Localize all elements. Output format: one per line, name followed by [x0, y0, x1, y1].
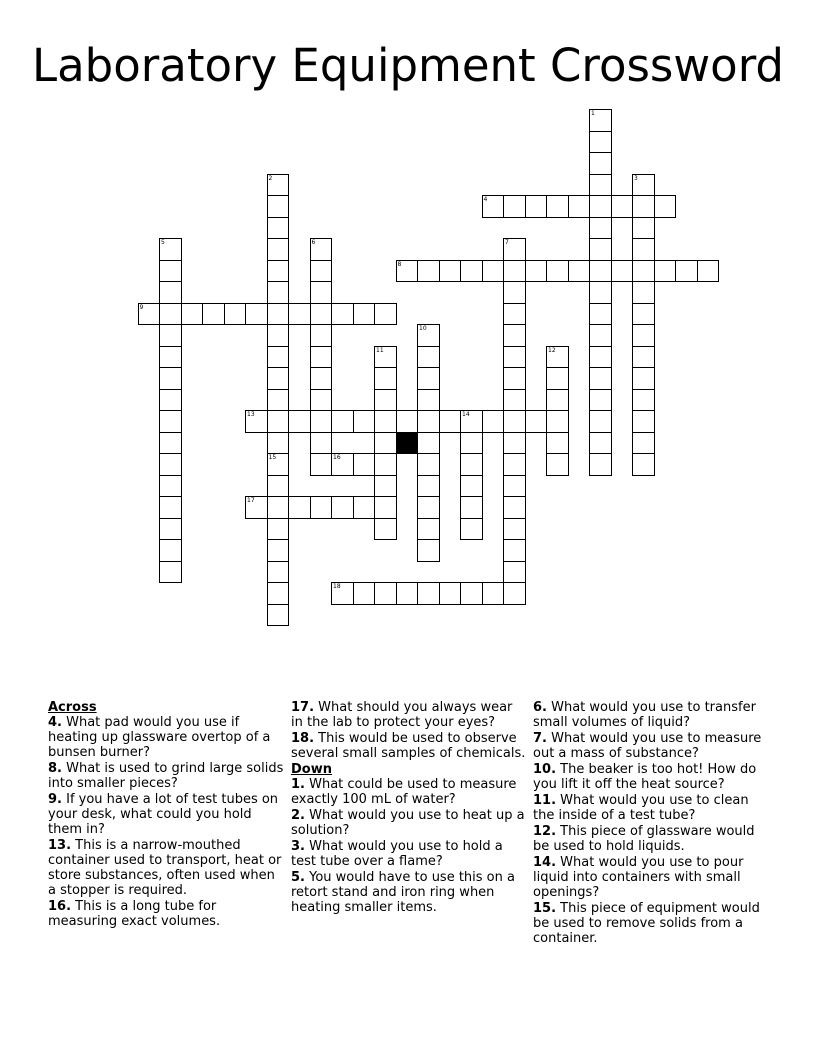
clue-text: What would you use to clean the inside of a test tube? [533, 793, 749, 823]
grid-cell[interactable] [632, 367, 655, 390]
grid-cell[interactable] [310, 410, 333, 433]
grid-cell[interactable] [331, 410, 354, 433]
grid-cell[interactable] [460, 410, 483, 433]
grid-cell[interactable] [589, 260, 612, 283]
grid-cell[interactable] [331, 582, 354, 605]
grid-cell[interactable] [181, 303, 204, 326]
clue [533, 731, 769, 761]
grid-cell[interactable] [374, 367, 397, 390]
grid-cell[interactable] [267, 604, 290, 627]
grid-cell[interactable] [632, 432, 655, 455]
grid-cell[interactable] [460, 260, 483, 283]
grid-cell[interactable] [288, 496, 311, 519]
grid-cell[interactable] [460, 432, 483, 455]
grid-cell[interactable] [632, 389, 655, 412]
clue-number: 10 [419, 325, 427, 332]
grid-cell[interactable] [374, 496, 397, 519]
grid-cell[interactable] [159, 518, 182, 541]
grid-cell[interactable] [159, 453, 182, 476]
grid-cell[interactable] [589, 152, 612, 175]
grid-cell[interactable] [632, 281, 655, 304]
clue [48, 715, 284, 760]
grid-cell[interactable] [546, 453, 569, 476]
grid-cell[interactable] [267, 195, 290, 218]
clue-text: This would be used to observe several small samples of chemicals. [291, 731, 526, 761]
clue-number: 5. [291, 870, 305, 885]
clue [533, 824, 769, 854]
clue-text: You would have to use this on a retort stand and iron ring when heating smaller items. [291, 870, 515, 915]
grid-cell[interactable] [267, 496, 290, 519]
grid-cell[interactable] [417, 582, 440, 605]
clue-text: What would you use to pour liquid into containers with small openings? [533, 855, 744, 900]
grid-cell[interactable] [460, 582, 483, 605]
grid-cell[interactable] [159, 410, 182, 433]
grid-cell[interactable] [159, 561, 182, 584]
grid-cell[interactable] [310, 281, 333, 304]
grid-cell[interactable] [310, 238, 333, 261]
clues-column-3 [533, 700, 769, 947]
grid-cell[interactable] [159, 475, 182, 498]
grid-cell[interactable] [654, 260, 677, 283]
grid-cell[interactable] [460, 518, 483, 541]
clue-text: If you have a lot of test tubes on your desk, what could you hold them in? [48, 792, 279, 837]
clue-number: 6 [311, 239, 316, 246]
grid-cell[interactable] [482, 410, 505, 433]
grid-cell[interactable] [460, 496, 483, 519]
grid-cell[interactable] [589, 174, 612, 197]
grid-cell[interactable] [546, 389, 569, 412]
grid-cell[interactable] [417, 389, 440, 412]
grid-cell[interactable] [482, 195, 505, 218]
clue-number: 2. [291, 808, 305, 823]
clue [291, 808, 527, 838]
grid-cell[interactable] [503, 561, 526, 584]
grid-cell[interactable] [503, 303, 526, 326]
clue-text: What would you use to heat up a solution? [291, 808, 525, 838]
grid-cell[interactable] [310, 260, 333, 283]
clue-number: 13. [48, 838, 72, 853]
grid-cell[interactable] [460, 475, 483, 498]
grid-cell[interactable] [310, 432, 333, 455]
clue-text: What should you always wear in the lab to protect your eyes? [291, 700, 513, 730]
grid-cell[interactable] [697, 260, 720, 283]
grid-cell[interactable] [159, 346, 182, 369]
clue [291, 870, 527, 915]
page-title: Laboratory Equipment Crossword [32, 39, 784, 92]
grid-cell[interactable] [353, 453, 376, 476]
clue [533, 901, 769, 946]
clue [291, 731, 527, 761]
clue [291, 839, 527, 869]
grid-cell[interactable] [589, 195, 612, 218]
clue-number: 16 [333, 454, 341, 461]
grid-cell[interactable] [374, 346, 397, 369]
grid-cell[interactable] [632, 410, 655, 433]
grid-cell[interactable] [589, 453, 612, 476]
grid-cell[interactable] [331, 496, 354, 519]
grid-cell[interactable] [202, 303, 225, 326]
grid-cell[interactable] [589, 367, 612, 390]
clue [533, 793, 769, 823]
grid-cell[interactable] [353, 410, 376, 433]
grid-cell[interactable] [267, 324, 290, 347]
clue-number: 15 [268, 454, 277, 461]
grid-cell[interactable] [568, 260, 591, 283]
clue-number: 1. [291, 777, 305, 792]
grid-cell[interactable] [310, 367, 333, 390]
grid-cell[interactable] [417, 496, 440, 519]
clue-text: What could be used to measure exactly 100 mL of water? [291, 777, 517, 807]
clue-text: The beaker is too hot! How do you lift it off the heat source? [533, 762, 757, 792]
grid-cell[interactable] [267, 346, 290, 369]
grid-cell[interactable] [482, 582, 505, 605]
grid-cell[interactable] [267, 518, 290, 541]
clue-number: 11. [533, 793, 557, 808]
grid-cell[interactable] [396, 582, 419, 605]
clue [291, 700, 527, 730]
grid-cell[interactable] [267, 217, 290, 240]
grid-cell[interactable] [374, 582, 397, 605]
grid-cell[interactable] [675, 260, 698, 283]
clue-number: 9. [48, 792, 62, 807]
grid-cell[interactable] [267, 389, 290, 412]
clue-text: What would you use to transfer small volumes of liquid? [533, 700, 756, 730]
down-clue-list [291, 777, 527, 915]
clue [48, 792, 284, 837]
grid-cell[interactable] [417, 346, 440, 369]
down-heading: Down [291, 762, 332, 777]
grid-cell[interactable] [589, 389, 612, 412]
grid-cell[interactable] [503, 195, 526, 218]
grid-cell[interactable] [417, 367, 440, 390]
grid-cell[interactable] [331, 303, 354, 326]
grid-cell[interactable] [417, 453, 440, 476]
clue-text: This is a long tube for measuring exact volumes. [48, 899, 221, 929]
clue-number: 8. [48, 761, 62, 776]
clue-number: 17. [291, 700, 315, 715]
grid-cell[interactable] [632, 346, 655, 369]
grid-cell[interactable] [417, 260, 440, 283]
grid-cell[interactable] [503, 539, 526, 562]
clue-number: 1 [591, 110, 595, 117]
grid-cell[interactable] [589, 281, 612, 304]
clue-number: 18 [333, 583, 341, 590]
across-clue-list [48, 715, 284, 929]
clue-number: 6. [533, 700, 547, 715]
grid-cell[interactable] [159, 539, 182, 562]
grid-cell[interactable] [632, 453, 655, 476]
grid-cell[interactable] [546, 260, 569, 283]
grid-cell[interactable] [546, 346, 569, 369]
grid-cell[interactable] [417, 518, 440, 541]
grid-cell[interactable] [374, 303, 397, 326]
grid-cell[interactable] [353, 303, 376, 326]
clue [48, 838, 284, 898]
clue-number: 4 [483, 196, 488, 203]
grid-cell[interactable] [439, 410, 462, 433]
grid-cell[interactable] [374, 432, 397, 455]
grid-cell[interactable] [589, 346, 612, 369]
grid-cell[interactable] [310, 389, 333, 412]
grid-cell[interactable] [310, 496, 333, 519]
clue-text: This piece of equipment would be used to remove solids from a container. [533, 901, 760, 946]
grid-cell[interactable] [138, 303, 161, 326]
clue-text: What pad would you use if heating up glassware overtop of a bunsen burner? [48, 715, 271, 760]
black-square [396, 432, 419, 455]
grid-cell[interactable] [503, 518, 526, 541]
grid-cell[interactable] [267, 238, 290, 261]
grid-cell[interactable] [546, 195, 569, 218]
clue-number: 12. [533, 824, 557, 839]
clue-number: 15. [533, 901, 557, 916]
clue-text: What would you use to measure out a mass of substance? [533, 731, 762, 761]
grid-cell[interactable] [503, 453, 526, 476]
grid-cell[interactable] [503, 389, 526, 412]
grid-cell[interactable] [503, 582, 526, 605]
grid-cell[interactable] [589, 217, 612, 240]
grid-cell[interactable] [589, 131, 612, 154]
clue-text: This piece of glassware would be used to hold liquids. [533, 824, 755, 854]
grid-cell[interactable] [589, 410, 612, 433]
grid-cell[interactable] [632, 238, 655, 261]
grid-cell[interactable] [267, 281, 290, 304]
grid-cell[interactable] [159, 432, 182, 455]
clue [48, 899, 284, 929]
grid-cell[interactable] [503, 324, 526, 347]
clue-number: 7. [533, 731, 547, 746]
clue-number: 5 [161, 239, 165, 246]
grid-cell[interactable] [267, 367, 290, 390]
grid-cell[interactable] [460, 453, 483, 476]
grid-cell[interactable] [159, 281, 182, 304]
grid-cell[interactable] [503, 281, 526, 304]
grid-cell[interactable] [611, 195, 634, 218]
clue-number: 8 [397, 260, 402, 268]
grid-cell[interactable] [310, 346, 333, 369]
grid-cell[interactable] [632, 260, 655, 283]
grid-cell[interactable] [310, 324, 333, 347]
grid-cell[interactable] [632, 217, 655, 240]
grid-cell[interactable] [439, 260, 462, 283]
clue-number: 4. [48, 715, 62, 730]
grid-cell[interactable] [632, 195, 655, 218]
grid-cell[interactable] [245, 410, 268, 433]
grid-cell[interactable] [374, 475, 397, 498]
clue-number: 16. [48, 899, 72, 914]
grid-cell[interactable] [267, 475, 290, 498]
grid-cell[interactable] [331, 453, 354, 476]
down-clue-list-continued [533, 700, 769, 946]
grid-cell[interactable] [417, 410, 440, 433]
grid-cell[interactable] [632, 324, 655, 347]
clue-text: What is used to grind large solids into smaller pieces? [48, 761, 284, 791]
grid-cell[interactable] [159, 324, 182, 347]
grid-cell[interactable] [632, 174, 655, 197]
grid-cell[interactable] [525, 260, 548, 283]
clue [533, 700, 769, 730]
grid-cell[interactable] [159, 238, 182, 261]
grid-cell[interactable] [503, 432, 526, 455]
grid-cell[interactable] [310, 303, 333, 326]
grid-cell[interactable] [245, 496, 268, 519]
grid-cell[interactable] [267, 260, 290, 283]
grid-cell[interactable] [417, 324, 440, 347]
clue-number: 12 [548, 346, 556, 354]
clue-number: 18. [291, 731, 315, 746]
clue-number: 7 [505, 239, 509, 246]
clue-number: 13 [247, 411, 255, 418]
grid-cell[interactable] [503, 410, 526, 433]
grid-cell[interactable] [396, 410, 419, 433]
grid-cell[interactable] [525, 410, 548, 433]
grid-cell[interactable] [589, 303, 612, 326]
grid-cell[interactable] [267, 582, 290, 605]
grid-cell[interactable] [288, 303, 311, 326]
grid-cell[interactable] [503, 496, 526, 519]
grid-cell[interactable] [267, 453, 290, 476]
clue-text: What would you use to hold a test tube over a flame? [291, 839, 503, 869]
grid-cell[interactable] [546, 367, 569, 390]
grid-cell[interactable] [632, 303, 655, 326]
grid-cell[interactable] [353, 582, 376, 605]
clues-column-2 [291, 700, 527, 916]
grid-cell[interactable] [267, 303, 290, 326]
grid-cell[interactable] [525, 195, 548, 218]
grid-cell[interactable] [417, 432, 440, 455]
grid-cell[interactable] [546, 410, 569, 433]
grid-cell[interactable] [396, 260, 419, 283]
clue-text: This is a narrow-mouthed container used to transport, heat or store substances, often used when a stopper is required. [48, 838, 282, 898]
grid-cell[interactable] [374, 453, 397, 476]
clue-number: 11 [376, 346, 384, 354]
clue [291, 777, 527, 807]
grid-cell[interactable] [589, 109, 612, 132]
across-heading: Across [48, 700, 97, 715]
grid-cell[interactable] [503, 367, 526, 390]
grid-cell[interactable] [589, 238, 612, 261]
grid-cell[interactable] [417, 475, 440, 498]
grid-cell[interactable] [589, 432, 612, 455]
grid-cell[interactable] [503, 260, 526, 283]
grid-cell[interactable] [374, 389, 397, 412]
clue [533, 762, 769, 792]
clues-column-1 [48, 700, 284, 930]
grid-cell[interactable] [310, 453, 333, 476]
clue-number: 14 [462, 411, 470, 418]
grid-cell[interactable] [159, 367, 182, 390]
grid-cell[interactable] [267, 174, 290, 197]
grid-cell[interactable] [482, 260, 505, 283]
clue [533, 855, 769, 900]
grid-cell[interactable] [288, 410, 311, 433]
clue-number: 3. [291, 839, 305, 854]
clue-number: 14. [533, 855, 557, 870]
grid-cell[interactable] [374, 518, 397, 541]
grid-cell[interactable] [568, 195, 591, 218]
grid-cell[interactable] [374, 410, 397, 433]
clue-number: 9 [139, 303, 144, 311]
across-clue-list-continued [291, 700, 527, 761]
grid-cell[interactable] [546, 432, 569, 455]
grid-cell[interactable] [353, 496, 376, 519]
grid-cell[interactable] [159, 389, 182, 412]
grid-cell[interactable] [224, 303, 247, 326]
grid-cell[interactable] [503, 346, 526, 369]
grid-cell[interactable] [159, 303, 182, 326]
clue-number: 17 [247, 497, 255, 504]
clue-number: 3 [634, 174, 638, 182]
grid-cell[interactable] [267, 410, 290, 433]
grid-cell[interactable] [159, 260, 182, 283]
clue-number: 10. [533, 762, 557, 777]
grid-cell[interactable] [267, 539, 290, 562]
grid-cell[interactable] [654, 195, 677, 218]
grid-cell[interactable] [267, 432, 290, 455]
grid-cell[interactable] [267, 561, 290, 584]
grid-cell[interactable] [503, 475, 526, 498]
grid-cell[interactable] [589, 324, 612, 347]
grid-cell[interactable] [439, 582, 462, 605]
clue-number: 2 [268, 174, 273, 182]
grid-cell[interactable] [611, 260, 634, 283]
clue [48, 761, 284, 791]
grid-cell[interactable] [245, 303, 268, 326]
grid-cell[interactable] [503, 238, 526, 261]
grid-cell[interactable] [159, 496, 182, 519]
grid-cell[interactable] [417, 539, 440, 562]
